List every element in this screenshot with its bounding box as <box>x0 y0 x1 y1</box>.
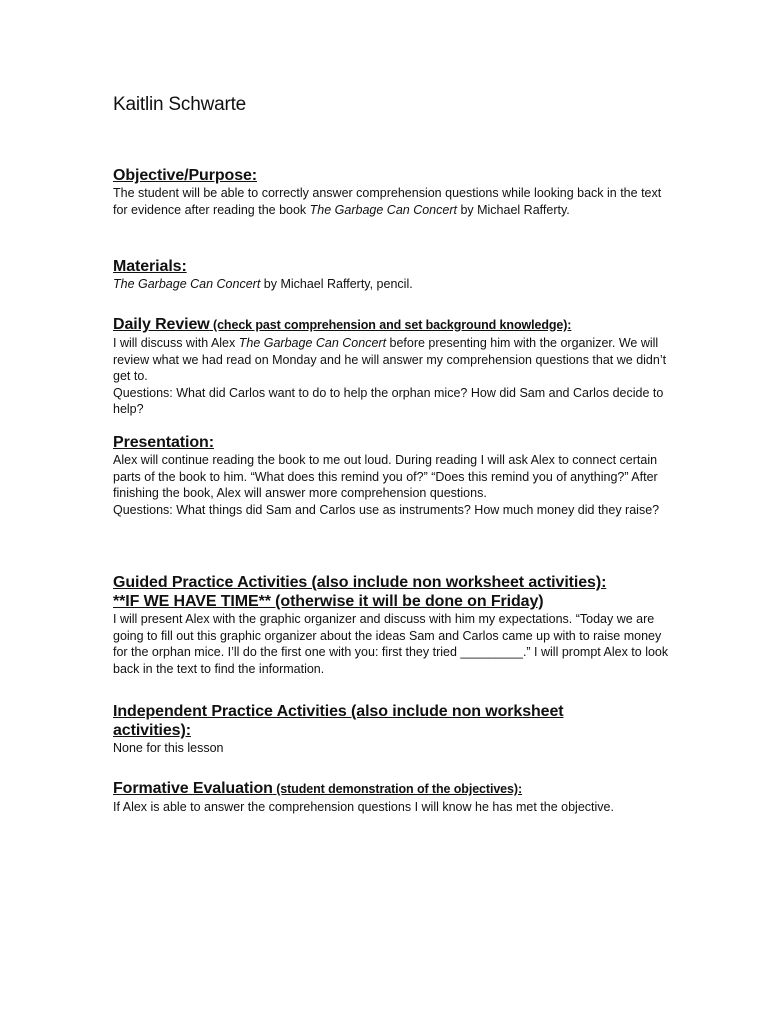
objective-heading: Objective/Purpose: <box>113 167 258 184</box>
guided-practice-section <box>113 573 673 677</box>
materials-text: The Garbage Can Concert by Michael Rafferty, pencil. <box>113 277 413 291</box>
formative-evaluation-section <box>113 779 673 816</box>
independent-practice-text: None for this lesson <box>113 741 224 755</box>
book-title: The Garbage Can Concert <box>238 336 387 350</box>
daily-review-note: (check past comprehension and set background knowledge): <box>209 318 572 332</box>
author-name: Kaitlin Schwarte <box>113 94 247 115</box>
daily-review-heading: Daily Review (check past comprehension and set background knowledge): <box>113 316 572 333</box>
materials-heading: Materials: <box>113 258 187 275</box>
independent-practice-section <box>113 702 673 757</box>
formative-evaluation-text: If Alex is able to answer the comprehension questions I will know he has met the objective. <box>113 800 614 814</box>
presentation-questions: Questions: What things did Sam and Carlos use as instruments? How much money did they raise? <box>113 502 660 517</box>
presentation-text: Alex will continue reading the book to me out loud. During reading I will ask Alex to connect certain parts of the book to him. “What does this remind you of?” “Does this remind you of anything?” After finishing the book, Alex will answer more comprehension questions. Questions: What things did Sam and Carlos use as instruments? How much money did they raise? <box>113 452 673 518</box>
materials-section <box>113 257 673 293</box>
presentation-heading: Presentation: <box>113 434 214 451</box>
presentation-section <box>113 433 673 518</box>
formative-evaluation-note: (student demonstration of the objectives): <box>272 782 523 796</box>
guided-practice-heading: Guided Practice Activities (also include non worksheet activities): **IF WE HAVE TIME** (otherwise it will be done on Friday) <box>113 574 607 610</box>
objective-text: The student will be able to correctly answer comprehension questions while looking back in the text for evidence after reading the book The Garbage Can Concert by Michael Rafferty. <box>113 186 662 217</box>
objective-section <box>113 166 673 218</box>
daily-review-questions: Questions: What did Carlos want to do to help the orphan mice? How did Sam and Carlos decide to help? <box>113 385 664 416</box>
book-title: The Garbage Can Concert <box>113 277 261 291</box>
daily-review-section <box>113 315 673 418</box>
daily-review-text: I will discuss with Alex The Garbage Can Concert before presenting him with the organizer. We will review what we had read on Monday and he will answer my comprehension questions that we didn’t get to. Questions: What did Carlos want to do to help the orphan mice? How did Sam and Carlos decide to help? <box>113 335 673 418</box>
formative-evaluation-heading: Formative Evaluation (student demonstration of the objectives): <box>113 780 523 797</box>
guided-practice-text: I will present Alex with the graphic organizer and discuss with him my expectations. “Today we are going to fill out this graphic organizer about the ideas Sam and Carlos came up with to raise money for the orphan mice. I’ll do the first one with you: first they tried _________.” I will prompt Alex to look back in the text to find the information. <box>113 612 669 676</box>
independent-practice-heading: Independent Practice Activities (also include non worksheet activities): <box>113 703 564 739</box>
book-title: The Garbage Can Concert <box>309 202 457 217</box>
